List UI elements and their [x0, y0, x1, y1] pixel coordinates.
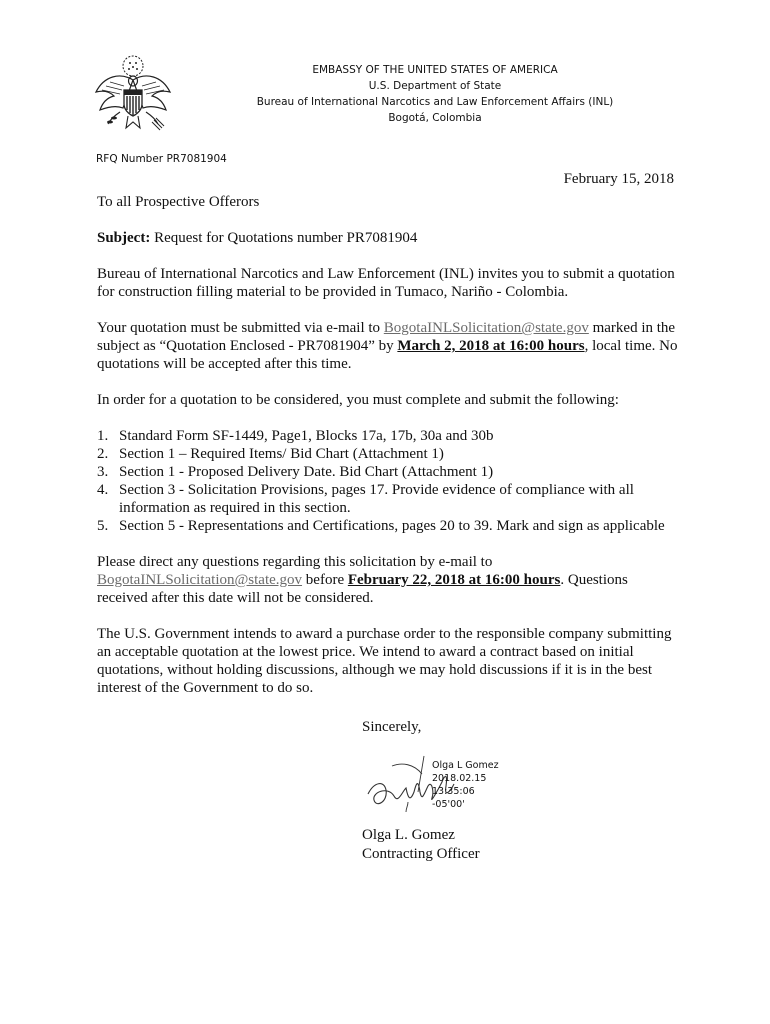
subject-text: Request for Quotations number PR7081904	[150, 230, 418, 246]
list-item-text: Standard Form SF-1449, Page1, Blocks 17a, 17b, 30a and 30b	[119, 428, 494, 444]
list-item	[97, 427, 682, 445]
submission-paragraph	[97, 319, 682, 373]
signer-name: Olga L. Gomez	[362, 827, 455, 843]
list-item	[97, 463, 682, 481]
list-item-text: Section 1 – Required Items/ Bid Chart (Attachment 1)	[119, 446, 444, 462]
letterhead-embassy: EMBASSY OF THE UNITED STATES OF AMERICA	[312, 64, 558, 76]
questions-text-start: Please direct any questions regarding this solicitation by e-mail to	[97, 554, 493, 570]
intro-paragraph: Bureau of International Narcotics and Law Enforcement (INL) invites you to submit a quotation for construction filling material to be provided in Tumaco, Nariño - Colombia.	[97, 266, 675, 300]
letterhead-bureau: Bureau of International Narcotics and Law Enforcement Affairs (INL)	[256, 96, 614, 108]
questions-deadline: February 22, 2018 at 16:00 hours	[347, 572, 561, 588]
closing: Sincerely,	[362, 719, 422, 735]
rfq-number: RFQ Number PR7081904	[96, 153, 227, 165]
requirements-list	[97, 427, 682, 535]
submission-text-end: , local time. No quotations will be accepted after this time.	[97, 338, 678, 372]
solicitation-email-link[interactable]: BogotaINLSolicitation@state.gov	[383, 320, 589, 336]
submission-text-middle: marked in the subject as “Quotation Enclosed - PR7081904” by	[97, 320, 676, 354]
submission-text-start: Your quotation must be submitted via e-mail to	[97, 320, 384, 336]
digital-signature-time: 13:35:06	[432, 786, 475, 797]
list-item-number: 3.	[97, 464, 109, 480]
letterhead	[240, 62, 630, 126]
digital-signature-stamp	[432, 759, 499, 811]
submission-deadline: March 2, 2018 at 16:00 hours	[397, 338, 585, 354]
list-item	[97, 517, 682, 535]
us-great-seal-logo	[90, 52, 176, 138]
list-item	[97, 481, 682, 517]
signer-title: Contracting Officer	[362, 846, 480, 862]
list-item	[97, 445, 682, 463]
letterhead-department: U.S. Department of State	[368, 80, 502, 92]
signer-block	[362, 826, 480, 864]
list-item-number: 1.	[97, 428, 109, 444]
requirements-intro: In order for a quotation to be considered, you must complete and submit the following:	[97, 392, 619, 408]
list-item-number: 5.	[97, 518, 109, 534]
subject-label: Subject:	[97, 230, 151, 246]
list-item-text: Section 1 - Proposed Delivery Date. Bid Chart (Attachment 1)	[119, 464, 494, 480]
salutation: To all Prospective Offerors	[97, 194, 260, 210]
letter-body	[97, 193, 682, 697]
digital-signature-offset: -05'00'	[432, 799, 465, 810]
list-item-text: Section 5 - Representations and Certifications, pages 20 to 39. Mark and sign as applicable	[119, 518, 665, 534]
list-item-text: Section 3 - Solicitation Provisions, pages 17. Provide evidence of compliance with all information as required in this section.	[119, 482, 634, 516]
questions-text-end: . Questions received after this date will not be considered.	[97, 572, 628, 606]
letter-date: February 15, 2018	[563, 171, 674, 187]
questions-email-link[interactable]: BogotaINLSolicitation@state.gov	[97, 572, 303, 588]
questions-text-middle: before	[302, 572, 348, 588]
digital-signature-date: 2018.02.15	[432, 773, 487, 784]
award-paragraph: The U.S. Government intends to award a purchase order to the responsible company submitting an acceptable quotation at the lowest price. We intend to award a contract based on initial quotations, without holding discussions, although we may hold discussions if it is in the best interest of the Government to do so.	[97, 626, 672, 696]
list-item-number: 2.	[97, 446, 109, 462]
list-item-number: 4.	[97, 482, 109, 498]
letterhead-location: Bogotá, Colombia	[388, 112, 482, 124]
questions-paragraph	[97, 553, 682, 607]
digital-signature-name: Olga L Gomez	[432, 760, 499, 771]
subject-line	[97, 229, 682, 247]
